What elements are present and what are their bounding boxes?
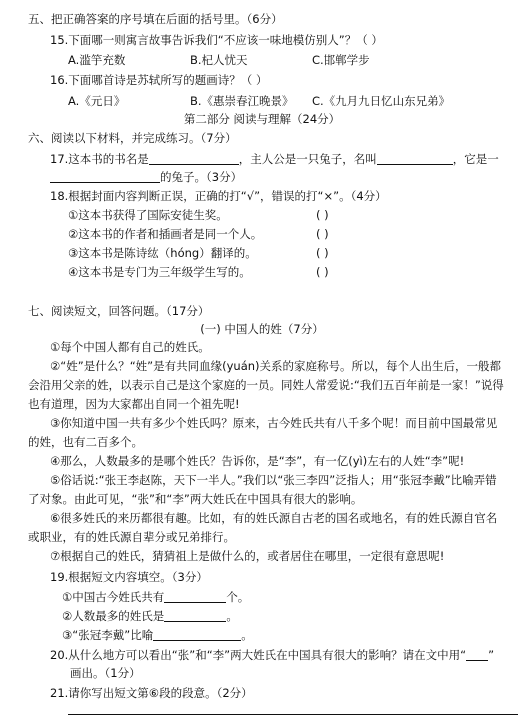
article-title: (一) 中国人的姓（7分） [200,322,324,336]
q17-blank-title[interactable] [149,152,239,165]
q17-text-1: 17.这本书的书名是 [50,152,149,166]
paragraph-7: ⑦根据自己的姓氏，猜猜祖上是做什么的，或者居住在哪里，一定很有意思呢! [50,549,445,563]
q19-blank-2[interactable] [164,609,226,622]
q17-line-1 [50,152,499,167]
q18-item-2: ②这本书的作者和插画者是同一个人。 [68,227,263,241]
q19-item-3-end: 。 [241,628,253,642]
q15-option-a[interactable]: A.滥竽充数 [68,53,126,67]
q17-blank-description[interactable] [50,170,160,183]
q20-line-1 [50,648,494,663]
q18-answer-paren-2[interactable]: ( ) [316,227,329,241]
q19-item-1-end: 个。 [226,590,250,604]
paragraph-4: ④那么，人数最多的是哪个姓氏？告诉你，是“李”，有一亿(yì)左右的人姓“李”呢! [50,454,465,468]
q16-option-a[interactable]: A.《元日》 [68,94,126,108]
q17-line-2 [50,170,242,185]
q21-stem: 21.请你写出短文第⑥段的段意。（2分） [50,686,253,700]
q18-item-1: ①这本书获得了国际安徒生奖。 [68,208,228,222]
q20-text-1-end: ” [488,648,495,662]
q18-answer-paren-4[interactable]: ( ) [316,265,329,279]
paragraph-1: ①每个中国人都有自己的姓氏。 [50,340,210,354]
paragraph-3: ③你知道中国一共有多少个姓氏吗？原来，古今姓氏共有八千多个呢！而目前中国最常见的姓，也有二百多个。 [28,416,498,449]
paragraph-6: ⑥很多姓氏的来历都很有趣。比如，有的姓氏源自古老的国名或地名，有的姓氏源自官名或职业，有的姓氏源自辈分或兄弟排行。 [28,511,498,544]
q19-item-2-end: 。 [226,609,238,623]
q15-option-b[interactable]: B.杞人忧天 [190,53,248,67]
q20-underline-sample [466,648,488,661]
q19-item-1-text: ①中国古今姓氏共有 [62,590,165,604]
q19-blank-1[interactable] [164,590,226,603]
q18-item-4: ④这本书是专门为三年级学生写的。 [68,265,251,279]
q18-answer-paren-1[interactable]: ( ) [316,208,329,222]
q19-item-3-text: ③“张冠李戴”比喻 [62,628,154,642]
q18-stem: 18.根据封面内容判断正误，正确的打“√”，错误的打“×”。（4分） [50,189,387,203]
q19-item-1 [62,590,249,605]
q19-item-2 [62,609,238,624]
q15-option-c[interactable]: C.邯郸学步 [312,53,370,67]
q21-answer-line[interactable] [68,714,518,715]
q18-item-3: ③这本书是陈诗纮（hóng）翻译的。 [68,246,257,260]
q18-answer-paren-3[interactable]: ( ) [316,246,329,260]
q17-text-4: 的兔子。（3分） [160,170,243,184]
q15-stem: 15.下面哪一则寓言故事告诉我们“不应该一味地模仿别人”？（ ） [50,33,383,47]
part-2-title: 第二部分 阅读与理解（24分） [183,112,341,126]
section-7-heading: 七、阅读短文，回答问题。（17分） [28,304,210,318]
section-6-heading: 六、阅读以下材料，并完成练习。（7分） [28,131,237,145]
q19-stem: 19.根据短文内容填空。（3分） [50,570,208,584]
q17-text-3: ，它是一 [452,152,499,166]
q19-item-2-text: ②人数最多的姓氏是 [62,609,165,623]
q16-option-c[interactable]: C.《九月九日忆山东兄弟》 [312,94,451,108]
q17-blank-name[interactable] [377,152,453,165]
q17-text-2: ，主人公是一只兔子，名叫 [238,152,377,166]
section-5-heading: 五、把正确答案的序号填在后面的括号里。（6分） [28,12,283,26]
q19-blank-3[interactable] [153,628,241,641]
q20-text-1: 20.从什么地方可以看出“张”和“李”两大姓氏在中国具有很大的影响？请在文中用“ [50,648,467,662]
paragraph-5: ⑤俗话说:“张王李赵陈，天下一半人。”我们以“张三李四”泛指人；用“张冠李戴”比喻弄错了对象。由此可见，“张”和“李”两大姓氏在中国具有很大的影响。 [28,473,497,506]
q20-line-2: 画出。（1分） [70,666,141,680]
paragraph-2: ②“姓”是什么？“姓”是有共同血缘(yuán)关系的家庭称号。所以，每个人出生后，一般都会沿用父亲的姓，以表示自己是这个家庭的一员。同姓人常爱说:“我们五百年前是一家！”说得也有道理，因为大家都出自同一个祖先呢! [28,359,504,411]
q16-stem: 16.下面哪首诗是苏轼所写的题画诗？（ ） [50,73,268,87]
q16-option-b[interactable]: B.《惠崇春江晚景》 [190,94,294,108]
q19-item-3 [62,628,253,643]
